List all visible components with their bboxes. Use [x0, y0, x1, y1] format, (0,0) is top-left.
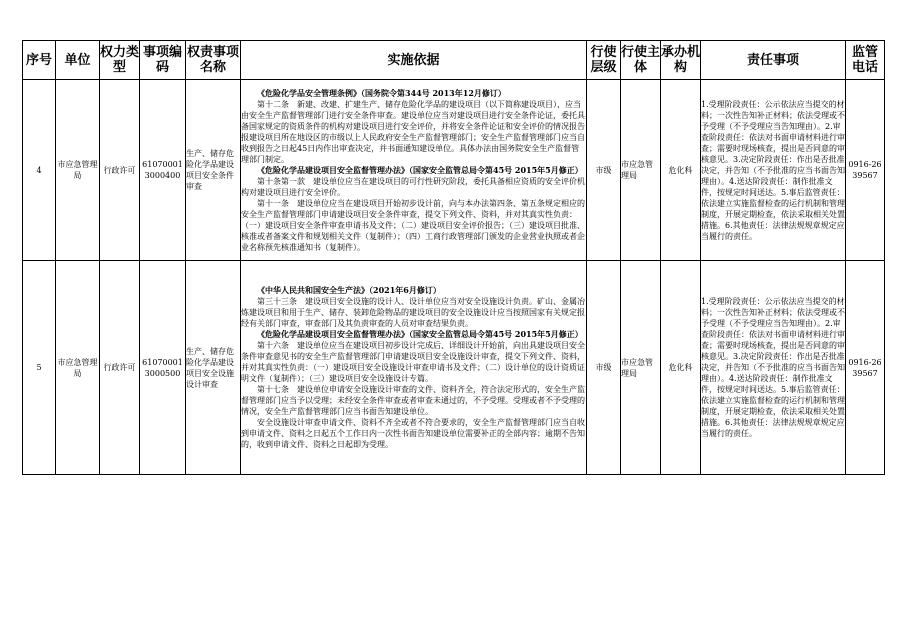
basis-article: 安全设施设计审查申请文件、资料不齐全或者不符合要求的，安全生产监督管理部门应当自收到申请文件、资料之日起五个工作日内一次性书面告知建设单位需要补正的全部内容；逾期不告知的，收到申请文件、资料之日起即为受理。 — [241, 418, 585, 449]
header-basis: 实施依据 — [241, 41, 587, 80]
basis-article: 第十七条 建设单位申请安全设施设计审查的文件、资料齐全，符合法定形式的，安全生产监督管理部门应当予以受理；未经安全条件审查或者审查未通过的，不予受理。受理或者不予受理的情况，安全生产监督管理部门应当书面告知建设单位。 — [241, 385, 585, 416]
row-item-code: 610700013000500 — [140, 261, 186, 475]
row-item-code: 610700013000400 — [140, 80, 186, 261]
basis-law-title: 《中华人民共和国安全生产法》（2021年6月修订） — [257, 285, 441, 295]
row-item-name: 生产、储存危险化学品建设项目安全设施设计审查 — [186, 261, 241, 475]
header-seq: 序号 — [23, 41, 56, 80]
row-level: 市级 — [587, 261, 621, 475]
row-phone: 0916-2639567 — [846, 80, 885, 261]
row-level: 市级 — [587, 80, 621, 261]
header-agency: 承办机构 — [661, 41, 701, 80]
table-row — [23, 80, 885, 261]
row-power-type: 行政许可 — [100, 80, 140, 261]
row-basis — [241, 261, 587, 475]
basis-law-title: 《危险化学品建设项目安全监督管理办法》（国家安全监管总局令第45号 2015年5月修正） — [257, 329, 583, 339]
row-agency: 危化科 — [661, 261, 701, 475]
header-item-code: 事项编码 — [140, 41, 186, 80]
power-list-table — [22, 40, 885, 475]
header-item-name: 权责事项名称 — [186, 41, 241, 80]
basis-article: 第三十三条 建设项目安全设施的设计人、设计单位应当对安全设施设计负责。矿山、金属冶炼建设项目和用于生产、储存、装卸危险物品的建设项目的安全设施设计应当按照国家有关规定报经有关部门审查，审查部门及其负责审查的人员对审查结果负责。 — [241, 297, 585, 328]
basis-article: 第十一条 建设单位应当在建设项目开始初步设计前，向与本办法第四条、第五条规定相应的安全生产监督管理部门申请建设项目安全条件审查，提交下列文件、资料，并对其真实性负责：（一）建设项目安全条件审查申请书及文件；（二）建设项目安全评价报告；（三）建设项目批准、核准或者备案文件和规划相关文件（复制件）；（四）工商行政管理部门颁发的企业营业执照或者企业名称预先核准通知书（复制件）。 — [241, 198, 585, 252]
header-power-type: 权力类型 — [100, 41, 140, 80]
row-unit: 市应急管理局 — [56, 80, 100, 261]
row-responsibility: 1.受理阶段责任：公示依法应当提交的材料；一次性告知补正材料；依法受理或不予受理（不予受理应当告知理由）。2.审查阶段责任：依法对书面申请材料进行审查；需要时现场核查，提出是否同意的审核意见。3.决定阶段责任：作出是否批准决定，并告知（不予批准的应当书面告知理由）。4.送达阶段责任：制作批准文件，按规定时间送达。5.事后监管责任：依法建立实施监督检查的运行机制和管理制度，开展定期检查，依法采取相关处置措施。6.其他责任：法律法规规章规定应当履行的责任。 — [701, 261, 846, 475]
row-seq: 4 — [23, 80, 56, 261]
row-power-type: 行政许可 — [100, 261, 140, 475]
header-responsibility: 责任事项 — [701, 41, 846, 80]
row-phone: 0916-2639567 — [846, 261, 885, 475]
header-phone: 监管电话 — [846, 41, 885, 80]
header-unit: 单位 — [56, 41, 100, 80]
basis-article: 第十二条 新建、改建、扩建生产、储存危险化学品的建设项目（以下简称建设项目），应当由安全生产监督管理部门进行安全条件审查。建设单位应当对建设项目进行安全条件论证，委托具备国家规定的资质条件的机构对建设项目进行安全评价，并将安全条件论证和安全评价的情况报告报建设项目所在地设区的市级以上人民政府安全生产监督管理部门；安全生产监督管理部门应当自收到报告之日起45日内作出审查决定，并书面通知建设单位。具体办法由国务院安全生产监督管理部门制定。 — [241, 99, 585, 164]
row-agency: 危化科 — [661, 80, 701, 261]
row-responsibility: 1.受理阶段责任：公示依法应当提交的材料；一次性告知补正材料；依法受理或不予受理（不予受理应当告知理由）。2.审查阶段责任：依法对书面申请材料进行审查；需要时现场核查，提出是否同意的审核意见。3.决定阶段责任：作出是否批准决定，并告知（不予批准的应当书面告知理由）。4.送达阶段责任：制作批准文件，按规定时间送达。5.事后监管责任：依法建立实施监督检查的运行机制和管理制度，开展定期检查，依法采取相关处置措施。6.其他责任：法律法规规章规定应当履行的责任。 — [701, 80, 846, 261]
basis-article: 第十六条 建设单位应当在建设项目初步设计完成后、详细设计开始前，向出具建设项目安全条件审查意见书的安全生产监督管理部门申请建设项目安全设施设计审查，提交下列文件、资料，并对其真实性负责：（一）建设项目安全设施设计审查申请书及文件；（二）设计单位的设计资质证明文件（复制件）；（三）建设项目安全设施设计专篇。 — [241, 341, 585, 383]
basis-law-title: 《危险化学品建设项目安全监督管理办法》（国家安全监管总局令第45号 2015年5月修正） — [257, 164, 583, 175]
row-subject: 市应急管理局 — [621, 80, 661, 261]
row-basis — [241, 80, 587, 261]
table-row — [23, 261, 885, 475]
row-seq: 5 — [23, 261, 56, 475]
header-subject: 行使主体 — [621, 41, 661, 80]
table-header-row — [23, 41, 885, 80]
row-unit: 市应急管理局 — [56, 261, 100, 475]
row-item-name: 生产、储存危险化学品建设项目安全条件审查 — [186, 80, 241, 261]
row-subject: 市应急管理局 — [621, 261, 661, 475]
basis-article: 第十条第一款 建设单位应当在建设项目的可行性研究阶段，委托具备相应资质的安全评价机构对建设项目进行安全评价。 — [241, 176, 585, 197]
header-level: 行使层级 — [587, 41, 621, 80]
basis-law-title: 《危险化学品安全管理条例》（国务院令第344号 2013年12月修订） — [257, 87, 506, 98]
